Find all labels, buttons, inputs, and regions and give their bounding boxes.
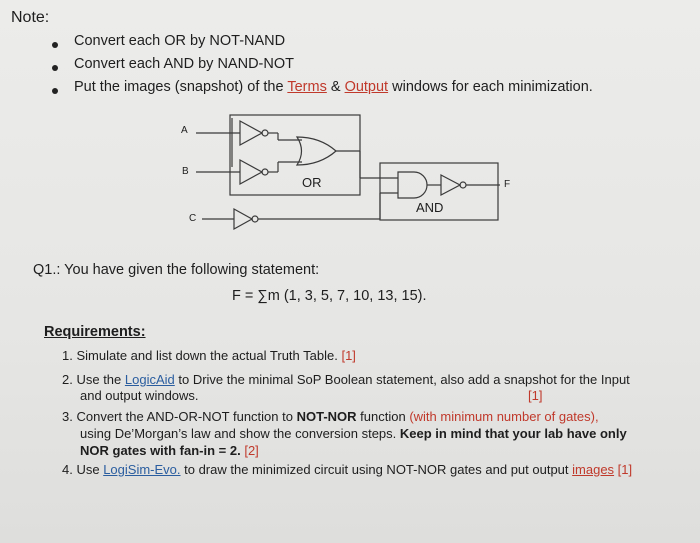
- requirement-3-red: (with minimum number of gates),: [409, 409, 599, 424]
- requirement-3-bold: NOT-NOR: [296, 409, 357, 424]
- or-box-label: OR: [302, 175, 322, 190]
- not-gate-c-icon: [234, 209, 252, 229]
- requirement-4: [62, 462, 632, 477]
- note-bullet-3-amp: &: [326, 79, 345, 95]
- requirement-4-post: to draw the minimized circuit using NOT-NOR gates and put output: [180, 462, 573, 477]
- requirement-2-pre: Use the: [76, 372, 125, 387]
- not-gate-out-icon: [441, 175, 460, 195]
- or-gate-icon: [297, 137, 336, 165]
- not-gate-a-icon: [240, 121, 262, 145]
- note-title: Note:: [11, 9, 50, 26]
- input-label-b: B: [182, 166, 189, 177]
- and-gate-icon: [398, 172, 427, 198]
- requirement-1-num: 1.: [62, 348, 73, 363]
- requirement-1-mark: [1]: [341, 348, 356, 363]
- requirement-3-line2: [80, 426, 627, 441]
- requirement-2-num: 2.: [62, 372, 73, 387]
- requirement-3-pre: Convert the AND-OR-NOT function to: [76, 409, 297, 424]
- note-bullet-1: Convert each OR by NOT-NAND: [74, 33, 286, 49]
- note-bullet-2: Convert each AND by NAND-NOT: [74, 56, 294, 72]
- note-bullet-3-suffix: windows for each minimization.: [388, 79, 593, 95]
- input-label-c: C: [189, 213, 197, 224]
- requirement-3-line2b: Keep in mind that your lab have only: [399, 426, 627, 441]
- requirement-1-text: Simulate and list down the actual Truth Table.: [76, 348, 342, 363]
- terms-link[interactable]: Terms: [287, 79, 327, 95]
- requirements-heading: Requirements:: [44, 324, 146, 340]
- note-bullet-3-prefix: Put the images (snapshot) of the: [74, 79, 288, 95]
- requirement-3-num: 3.: [62, 409, 73, 424]
- requirement-2-post: to Drive the minimal SoP Boolean statement, also add a snapshot for the Input: [174, 372, 630, 387]
- requirement-2-line2: and output windows.: [80, 388, 199, 403]
- requirement-2-mark: [1]: [528, 388, 543, 403]
- q1-formula: F = ∑m (1, 3, 5, 7, 10, 13, 15).: [232, 288, 427, 304]
- requirement-3-line2a: using De’Morgan’s law and show the conversion steps.: [80, 426, 400, 441]
- and-box-label: AND: [416, 200, 444, 215]
- logicaid-link[interactable]: LogicAid: [124, 372, 175, 387]
- requirement-4-pre: Use: [76, 462, 104, 477]
- requirement-4-mark: [1]: [614, 462, 633, 477]
- not-gate-b-icon: [240, 160, 262, 184]
- logic-circuit-diagram: [0, 0, 700, 260]
- requirement-3: [62, 409, 599, 424]
- requirement-3-mid: function: [356, 409, 410, 424]
- input-label-a: A: [181, 125, 188, 136]
- requirement-3-line3: [80, 443, 259, 458]
- requirement-2: [62, 372, 630, 387]
- requirement-4-num: 4.: [62, 462, 73, 477]
- logisim-link[interactable]: LogiSim-Evo.: [103, 462, 181, 477]
- images-link[interactable]: images: [572, 462, 615, 477]
- requirement-3-mark: [2]: [244, 443, 259, 458]
- output-link[interactable]: Output: [344, 79, 389, 95]
- q1-statement: Q1.: You have given the following statement:: [33, 262, 320, 278]
- requirement-3-line3-text: NOR gates with fan-in = 2.: [80, 443, 245, 458]
- requirement-1: [62, 348, 356, 363]
- output-label-f: F: [504, 179, 511, 190]
